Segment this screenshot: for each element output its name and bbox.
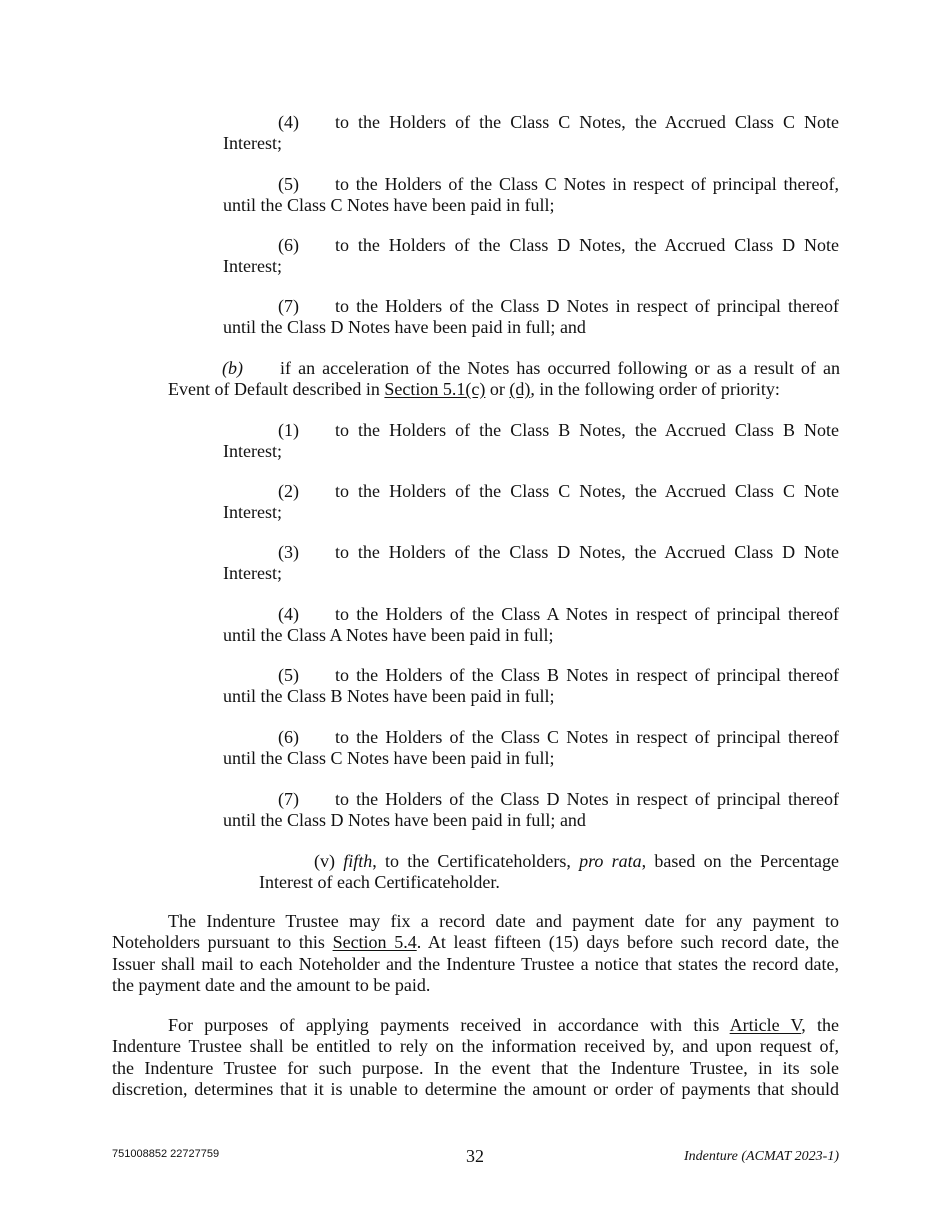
list-item-number: (4) bbox=[278, 112, 299, 132]
list-item-number: (3) bbox=[278, 542, 299, 562]
clause-v-line1: (v) fifth, to the Certificateholders, pro rata, based on the Percentage bbox=[314, 851, 840, 871]
para1-line2: Noteholders pursuant to this Section 5.4. At least fifteen (15) days before such record date, the bbox=[112, 932, 839, 953]
para2-line1: For purposes of applying payments received in accordance with this Article V, the bbox=[168, 1015, 839, 1035]
list-item-text: to the Holders of the Class A Notes in respect of principal thereof bbox=[335, 604, 839, 624]
list-item bbox=[223, 665, 839, 709]
section-d-link[interactable]: (d) bbox=[509, 379, 531, 399]
para1-line4: the payment date and the amount to be paid. bbox=[112, 974, 431, 995]
list-item-text: to the Holders of the Class D Notes, the Accrued Class D Note bbox=[335, 235, 839, 255]
footer-title: Indenture (ACMAT 2023-1) bbox=[683, 1149, 839, 1164]
para2-line4: discretion, determines that it is unable to determine the amount or order of payments that should bbox=[112, 1078, 839, 1099]
list-item-text: to the Holders of the Class B Notes, the Accrued Class B Note bbox=[335, 420, 839, 440]
list-item bbox=[223, 542, 839, 586]
para1-line3: Issuer shall mail to each Noteholder and the Indenture Trustee a notice that states the record date, bbox=[112, 953, 839, 974]
list-item-text: to the Holders of the Class B Notes in respect of principal thereof bbox=[335, 665, 839, 685]
list-item-number: (7) bbox=[278, 789, 299, 809]
list-item bbox=[223, 481, 839, 525]
list-item-continuation: Interest; bbox=[223, 256, 282, 276]
clause-v-line2: Interest of each Certificateholder. bbox=[259, 872, 500, 892]
list-item bbox=[223, 235, 839, 279]
para2-line2: Indenture Trustee shall be entitled to rely on the information received by, and upon request of, bbox=[112, 1036, 839, 1057]
paragraph-applying-payments bbox=[112, 1015, 839, 1100]
list-item bbox=[223, 296, 839, 340]
list-item-continuation: Interest; bbox=[223, 502, 282, 522]
list-item-text: to the Holders of the Class C Notes in respect of principal thereof, bbox=[335, 174, 839, 194]
list-item-text: to the Holders of the Class D Notes in respect of principal thereof bbox=[335, 296, 839, 316]
section-5-4-link[interactable]: Section 5.4 bbox=[332, 932, 417, 953]
list-item-continuation: Interest; bbox=[223, 441, 282, 461]
para1-line1: The Indenture Trustee may fix a record date and payment date for any payment to bbox=[168, 911, 839, 931]
list-item-text: to the Holders of the Class C Notes in respect of principal thereof bbox=[335, 727, 839, 747]
list-item-number: (6) bbox=[278, 727, 299, 747]
list-item-continuation: Interest; bbox=[223, 133, 282, 153]
clause-b-line2: Event of Default described in Section 5.1(c) or (d), in the following order of priority: bbox=[168, 379, 780, 399]
footer-doc-id: 751008852 22727759 bbox=[112, 1148, 220, 1160]
list-item-continuation: until the Class C Notes have been paid in full; bbox=[223, 748, 555, 768]
list-item-number: (7) bbox=[278, 296, 299, 316]
list-item-number: (6) bbox=[278, 235, 299, 255]
list-item bbox=[223, 727, 839, 771]
list-item bbox=[223, 420, 839, 464]
list-item-number: (5) bbox=[278, 174, 299, 194]
clause-b bbox=[168, 358, 840, 402]
clause-b-label: (b) bbox=[222, 358, 243, 378]
page-number: 32 bbox=[466, 1146, 484, 1166]
list-item-text: to the Holders of the Class C Notes, the Accrued Class C Note bbox=[335, 481, 839, 501]
clause-b-line1: if an acceleration of the Notes has occurred following or as a result of an bbox=[280, 358, 840, 378]
section-5-1c-link[interactable]: Section 5.1(c) bbox=[384, 379, 486, 399]
article-v-link[interactable]: Article V bbox=[729, 1015, 802, 1035]
list-item-continuation: until the Class D Notes have been paid in full; and bbox=[223, 317, 586, 337]
para2-line3: the Indenture Trustee for such purpose. In the event that the Indenture Trustee, in its sole bbox=[112, 1057, 839, 1078]
paragraph-record-date bbox=[112, 911, 839, 996]
list-item bbox=[223, 789, 839, 833]
list-item-continuation: Interest; bbox=[223, 563, 282, 583]
list-item bbox=[223, 112, 839, 156]
list-item bbox=[223, 174, 839, 218]
list-item-continuation: until the Class C Notes have been paid in full; bbox=[223, 195, 555, 215]
list-item-number: (1) bbox=[278, 420, 299, 440]
list-item-text: to the Holders of the Class C Notes, the Accrued Class C Note bbox=[335, 112, 839, 132]
list-item-number: (2) bbox=[278, 481, 299, 501]
list-item-continuation: until the Class D Notes have been paid in full; and bbox=[223, 810, 586, 830]
list-item-continuation: until the Class B Notes have been paid in full; bbox=[223, 686, 555, 706]
list-item bbox=[223, 604, 839, 648]
list-item-number: (4) bbox=[278, 604, 299, 624]
clause-v bbox=[259, 851, 839, 895]
list-item-text: to the Holders of the Class D Notes, the Accrued Class D Note bbox=[335, 542, 839, 562]
list-item-number: (5) bbox=[278, 665, 299, 685]
list-item-continuation: until the Class A Notes have been paid in full; bbox=[223, 625, 554, 645]
list-item-text: to the Holders of the Class D Notes in respect of principal thereof bbox=[335, 789, 839, 809]
